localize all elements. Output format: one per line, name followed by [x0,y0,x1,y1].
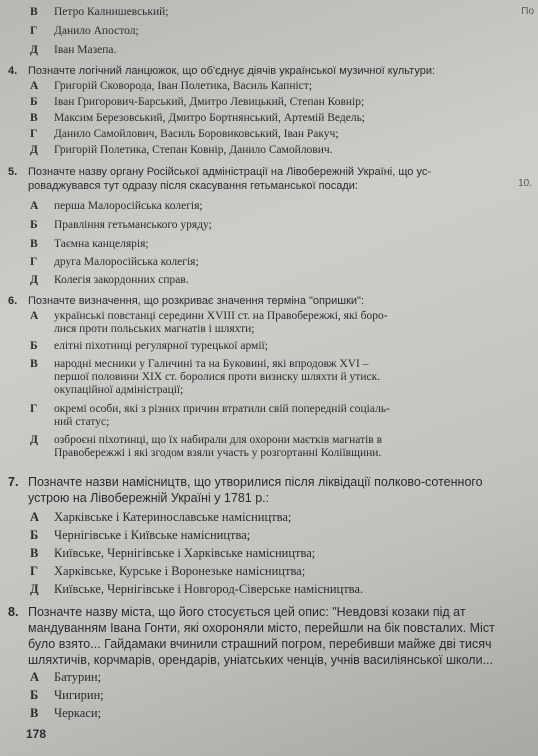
edge-mark-top: По [521,6,534,17]
question-6-option-a: А українські повстанці середини XVIII ст. на Правобережжі, які боро- лися проти польських магнатів і шляхти; [30,310,388,335]
question-4-option-d: Д Григорій Полетика, Степан Ковнір, Данило Самойлович. [30,144,333,156]
question-5-option-v: В Таємна канцелярія; [30,238,149,250]
question-4-option-a: А Григорій Сковорода, Іван Полетика, Василь Капніст; [30,80,313,92]
question-8-option-v: В Черкаси; [30,706,102,720]
page-number: 178 [26,727,47,741]
question-7-option-d: Д Київське, Чернігівське і Новгород-Сіверське намісництва. [30,582,364,596]
edge-mark-right: 10. [518,178,532,189]
question-7-option-a: А Харківське і Катеринославське намісництва; [30,510,292,524]
question-7: 7. Позначте назви намісництв, що утворилися після ліквідації полково-сотенного устрою на Лівобережній Україні у 1781 р.: [8,475,483,505]
question-6-option-d: Д озброєні піхотинці, що їх набирали для охорони маєтків магнатів в Правобережжі і які згодом взяли участь у розгортанні Коліївщини. [30,434,383,459]
question-5-option-g: Г друга Малоросійська колегія; [30,256,199,268]
question-6-option-v: В народні месники у Галичині та на Буковині, які впродовж XVI – першої половини XIX ст. боролися проти визиску шляхти й утиск. окупаційної адміністрації; [30,358,381,396]
option-top-d: Д Іван Мазепа. [30,44,117,56]
question-5-option-b: Б Правління гетьманського уряду; [30,219,212,231]
option-top-v: В Петро Калнишевський; [30,6,169,18]
question-8-option-a: А Батурин; [30,670,102,684]
question-6-option-g: Г окремі особи, які з різних причин втратили свій попередній соціаль- ний статус; [30,403,390,428]
question-6: 6. Позначте визначення, що розкриває значення терміна "опришки": [8,295,364,307]
question-4-option-b: Б Іван Григорович-Барський, Дмитро Левицький, Степан Ковнір; [30,96,365,108]
question-7-option-b: Б Чернігівське і Київське намісництва; [30,528,251,542]
option-top-g: Г Данило Апостол; [30,25,139,37]
question-5-option-d: Д Колегія закордонних справ. [30,274,189,286]
question-4-option-v: В Максим Березовський, Дмитро Бортнянський, Артемій Ведель; [30,112,366,124]
question-7-option-v: В Київське, Чернігівське і Харківське намісництва; [30,546,316,560]
question-5: 5. Позначте назву органу Російської адміністрації на Лівобережній Україні, що ус- роваджувався тут одразу після скасування гетьманської посади: [8,166,431,192]
question-8-option-b: Б Чигирин; [30,688,104,702]
question-6-option-b: Б елітні піхотинці регулярної турецької армії; [30,340,268,352]
question-4: 4. Позначте логічний ланцюжок, що об'єднує діячів української музичної культури: [8,65,436,77]
question-8: 8. Позначте назву міста, що його стосується цей опис: "Невдовзі козаки під ат мандуванням Івана Гонти, які охороняли місто, перейшли на бік повсталих. Міст було взято... Гайдамаки вчинили страшний погром, перебивши майже дві тисяч шляхтичів, корчмарів, орендарів, уніатських ченців, учнів василіянської школи... [8,605,495,667]
question-5-option-a: А перша Малоросійська колегія; [30,200,203,212]
question-7-option-g: Г Харківське, Курське і Воронезьке намісництва; [30,564,306,578]
question-4-option-g: Г Данило Самойлович, Василь Боровиковський, Іван Ракуч; [30,128,339,140]
